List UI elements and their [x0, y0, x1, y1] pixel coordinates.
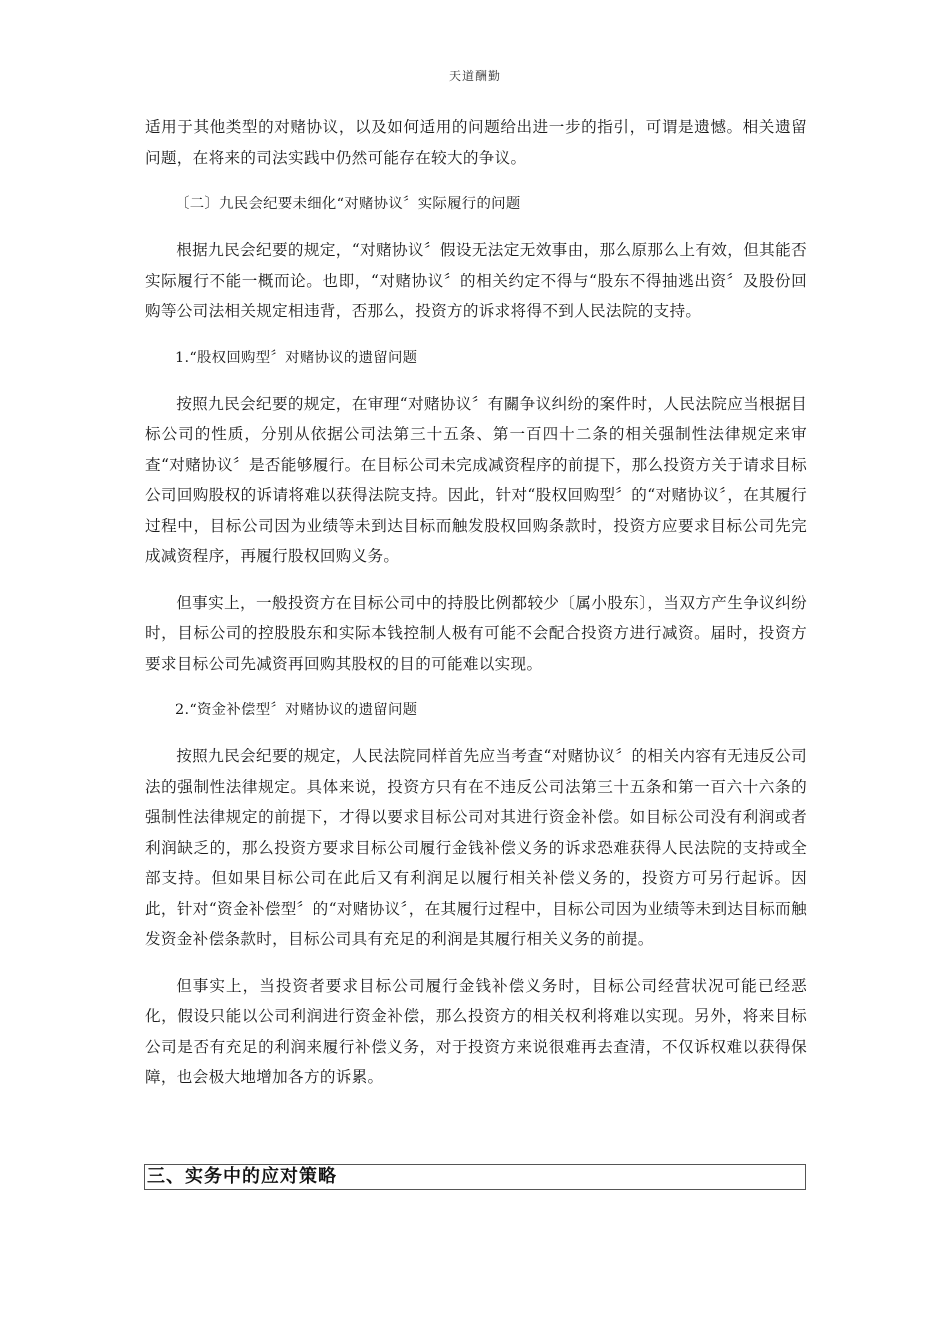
paragraph-continuation: 适用于其他类型的对赌协议，以及如何适用的问题给出进一步的指引，可谓是遗憾。相关遗留问题，在将来的司法实践中仍然可能存在较大的争议。: [145, 118, 807, 167]
section-heading-strategies: 三、实务中的应对策略: [144, 1164, 806, 1190]
paragraph-equity-repurchase-reality: 但事实上，一般投资方在目标公司中的持股比例都较少〔属小股东〕，当双方产生争议纠纷时，目标公司的控股股东和实际本钱控制人极有可能不会配合投资方进行减资。届时，投资方要求目标公司先减资再回购其股权的目的可能难以实现。: [145, 593, 807, 673]
page-header: 天道酬勤: [448, 69, 501, 83]
paragraph-cash-compensation-rules: 按照九民会纪要的规定，人民法院同样首先应当考查“对赌协议〞的相关内容有无违反公司法的强制性法律规定。具体来说，投资方只有在不违反公司法第三十五条和第一百六十六条的强制性法律规定的前提下，才得以要求目标公司对其进行资金补偿。如目标公司没有利润或者利润缺乏的，那么投资方要求目标公司履行金钱补偿义务的诉求恐难获得人民法院的支持或全部支持。但如果目标公司在此后又有利润足以履行相关补偿义务的，投资方可另行起诉。因此，针对“资金补偿型〞的“对赌协议〞，在其履行过程中，目标公司因为业绩等未到达目标而触发资金补偿条款时，目标公司具有充足的利润是其履行相关义务的前提。: [145, 747, 807, 948]
document-body: [145, 112, 807, 1109]
paragraph-validity: 根据九民会纪要的规定，“对赌协议〞假设无法定无效事由，那么原那么上有效，但其能否实际履行不能一概而论。也即，“对赌协议〞的相关约定不得与“股东不得抽逃出资〞及股份回购等公司法相关规定相违背，否那么，投资方的诉求将得不到人民法院的支持。: [145, 241, 807, 320]
subheading-equity-repurchase: 1.“股权回购型〞对赌协议的遗留问题: [175, 349, 418, 366]
subheading-cash-compensation: 2.“资金补偿型〞对赌协议的遗留问题: [175, 702, 418, 718]
paragraph-equity-repurchase-rules: 按照九民会纪要的规定，在审理“对赌协议〞有關争议纠纷的案件时，人民法院应当根据目标公司的性质，分别从依据公司法第三十五条、第一百四十二条的相关强制性法律规定来审查“对赌协议〞是否能够履行。在目标公司未完成减资程序的前提下，那么投资方关于请求目标公司回购股权的诉请将难以获得法院支持。因此，针对“股权回购型〞的“对赌协议〞，在其履行过程中，目标公司因为业绩等未到达目标而触发股权回购条款时，投资方应要求目标公司先完成减资程序，再履行股权回购义务。: [145, 394, 807, 565]
subheading-two: 〔二〕九民会纪要未细化“对赌协议〞实际履行的问题: [175, 196, 521, 212]
paragraph-cash-compensation-reality: 但事实上，当投资者要求目标公司履行金钱补偿义务时，目标公司经营状况可能已经恶化，假设只能以公司利润进行资金补偿，那么投资方的相关权利将难以实现。另外，将来目标公司是否有充足的利润来履行补偿义务，对于投资方来说很难再去查清，不仅诉权难以获得保障，也会极大地增加各方的诉累。: [145, 976, 807, 1086]
